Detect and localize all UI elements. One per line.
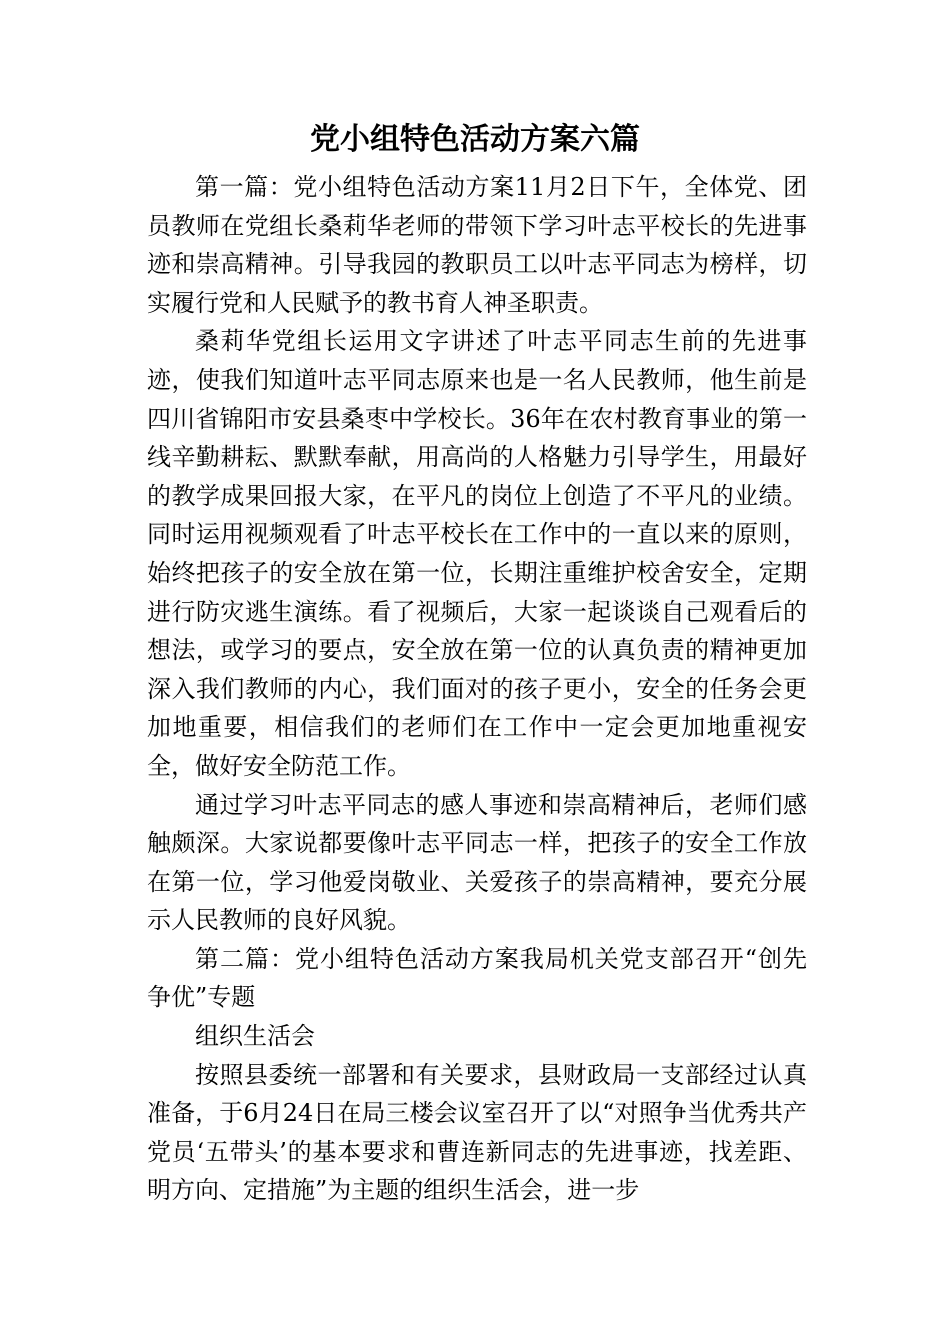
paragraph-5: 组织生活会: [195, 1022, 315, 1051]
paragraph-2: 桑莉华党组长运用文字讲述了叶志平同志生前的先进事迹，使我们知道叶志平同志原来也是一名人民教师，他生前是四川省锦阳市安县桑枣中学校长。36年在农村教育事业的第一线辛勤耕耘、默默奉献，用高尚的人格魅力引导学生，用最好的教学成果回报大家，在平凡的岗位上创造了不平凡的业绩。同时运用视频观看了叶志平校长在工作中的一直以来的原则，始终把孩子的安全放在第一位，长期注重维护校舍安全，定期进行防灾逃生演练。看了视频后，大家一起谈谈自己观看后的想法，或学习的要点，安全放在第一位的认真负责的精神更加深入我们教师的内心，我们面对的孩子更小，安全的任务会更加地重要，相信我们的老师们在工作中一定会更加地重视安全，做好安全防范工作。: [147, 327, 807, 780]
paragraph-3: 通过学习叶志平同志的感人事迹和崇高精神后，老师们感触颇深。大家说都要像叶志平同志一样，把孩子的安全工作放在第一位，学习他爱岗敬业、关爱孩子的崇高精神，要充分展示人民教师的良好风貌。: [147, 790, 807, 935]
document-title: 党小组特色活动方案六篇: [310, 122, 640, 157]
document-body: [147, 168, 807, 1210]
paragraph-6: 按照县委统一部署和有关要求，县财政局一支部经过认真准备，于6月24日在局三楼会议室召开了以“对照争当优秀共产党员‘五带头’的基本要求和曹连新同志的先进事迹，找差距、明方向、定措施”为主题的组织生活会，进一步: [147, 1060, 807, 1205]
paragraph-1: 第一篇：党小组特色活动方案11月2日下午，全体党、团员教师在党组长桑莉华老师的带领下学习叶志平校长的先进事迹和崇高精神。引导我园的教职员工以叶志平同志为榜样，切实履行党和人民赋予的教书育人神圣职责。: [147, 173, 807, 317]
paragraph-4: 第二篇：党小组特色活动方案我局机关党支部召开“创先争优”专题: [147, 944, 807, 1012]
